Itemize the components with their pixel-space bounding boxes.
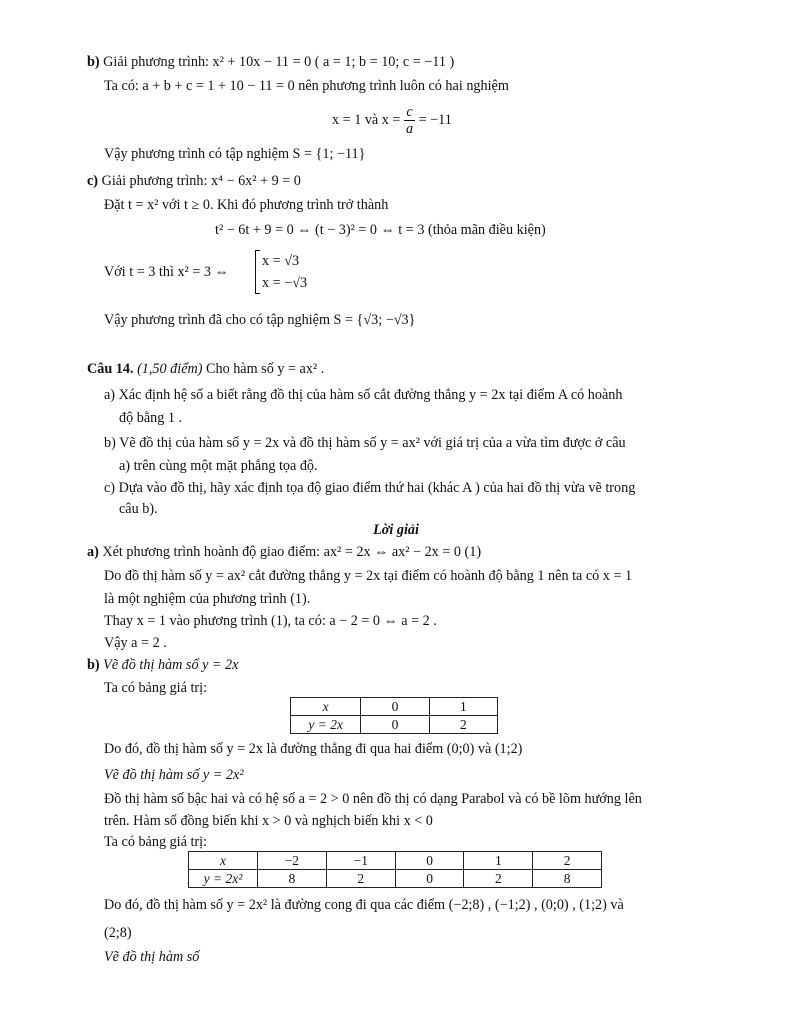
table-cell: 2 bbox=[464, 870, 533, 888]
solution-b-label: b) bbox=[87, 657, 100, 673]
prev-b-roots-right: = −11 bbox=[418, 112, 452, 128]
table-cell: y = 2x bbox=[291, 716, 361, 734]
solution-b-heading-graph: Vẽ đồ thị hàm số bbox=[104, 949, 200, 965]
question-b-line2: a) trên cùng một mặt phẳng tọa độ. bbox=[119, 458, 318, 474]
table-row bbox=[291, 716, 498, 734]
question-14-title bbox=[87, 360, 324, 378]
solution-a-label: a) bbox=[87, 544, 99, 560]
prev-c-conclusion: Vậy phương trình đã cho có tập nghiệm S = {√3; −√3} bbox=[104, 312, 416, 328]
solution-a-equation: Xét phương trình hoành độ giao điểm: ax² = 2x ⇔ ax² − 2x = 0 (1) bbox=[102, 544, 482, 560]
table-cell: 2 bbox=[429, 716, 497, 734]
prev-b-label: b) bbox=[87, 54, 100, 70]
prev-b-fraction bbox=[404, 104, 415, 137]
table-cell: x bbox=[189, 852, 258, 870]
table-row bbox=[291, 698, 498, 716]
solution-b-parabola-result2: (2;8) bbox=[104, 925, 132, 941]
prev-c-equation: Giải phương trình: x⁴ − 6x² + 9 = 0 bbox=[101, 173, 301, 189]
prev-c-label: c) bbox=[87, 173, 99, 189]
prev-b-line1 bbox=[87, 53, 454, 71]
table-cell: 0 bbox=[395, 852, 464, 870]
table-cell: 2 bbox=[326, 870, 395, 888]
prev-c-case1: x = √3 bbox=[262, 253, 300, 269]
table-cell: 0 bbox=[395, 870, 464, 888]
solution-b-line-result: Do đó, đồ thị hàm số y = 2x là đường thẳng đi qua hai điểm (0;0) và (1;2) bbox=[104, 741, 523, 757]
question-b-line1: b) Vẽ đồ thị của hàm số y = 2x và đồ thị hàm số y = ax² với giá trị của a vừa tìm được ở câu bbox=[104, 435, 626, 451]
solution-b-par1: Đồ thị hàm số bậc hai và có hệ số a = 2 > 0 nên đồ thị có dạng Parabol và có bề lõm hướng lên bbox=[104, 791, 642, 807]
solution-b-table2-intro: Ta có bảng giá trị: bbox=[104, 834, 208, 850]
fraction-denominator: a bbox=[405, 121, 414, 138]
prev-b-equation: Giải phương trình: x² + 10x − 11 = 0 ( a = 1; b = 10; c = −11 ) bbox=[103, 54, 455, 70]
prev-c-line2: Đặt t = x² với t ≥ 0. Khi đó phương trình trở thành bbox=[104, 197, 389, 213]
table-cell: −2 bbox=[257, 852, 326, 870]
prev-c-case-bracket bbox=[255, 250, 307, 294]
table-cell: 0 bbox=[361, 716, 429, 734]
prev-b-conclusion: Vậy phương trình có tập nghiệm S = {1; −11} bbox=[104, 146, 366, 162]
solution-b-heading-parabola: Vẽ đồ thị hàm số y = 2x² bbox=[104, 767, 244, 783]
solution-b-heading-linear: Vẽ đồ thị hàm số y = 2x bbox=[103, 657, 239, 673]
table-cell: 1 bbox=[429, 698, 497, 716]
prev-b-roots-left: x = 1 và x = bbox=[332, 112, 401, 128]
solution-a-line5: Vậy a = 2 . bbox=[104, 635, 167, 651]
table-cell: 8 bbox=[533, 870, 602, 888]
table-row bbox=[189, 870, 602, 888]
table-cell: 8 bbox=[257, 870, 326, 888]
solution-b-head1 bbox=[87, 656, 238, 674]
table-cell: 0 bbox=[361, 698, 429, 716]
question-intro: Cho hàm số y = ax² . bbox=[206, 361, 325, 377]
prev-c-line3: t² − 6t + 9 = 0 ⇔ (t − 3)² = 0 ⇔ t = 3 (thỏa mãn điều kiện) bbox=[215, 222, 546, 238]
solution-a-line3: là một nghiệm của phương trình (1). bbox=[104, 591, 311, 607]
table-cell: 2 bbox=[533, 852, 602, 870]
question-c-line1: c) Dựa vào đồ thị, hãy xác định tọa độ giao điểm thứ hai (khác A ) của hai đồ thị vừa vẽ trong bbox=[104, 480, 636, 496]
prev-b-roots bbox=[332, 104, 452, 137]
table-cell: y = 2x² bbox=[189, 870, 258, 888]
value-table-linear bbox=[290, 697, 498, 734]
table-cell: −1 bbox=[326, 852, 395, 870]
prev-c-line1 bbox=[87, 172, 301, 190]
question-c-line2: câu b). bbox=[119, 501, 158, 517]
solution-a-line2: Do đồ thị hàm số y = ax² cắt đường thẳng y = 2x tại điểm có hoành độ bằng 1 nên ta có x = 1 bbox=[104, 568, 633, 584]
prev-b-line2: Ta có: a + b + c = 1 + 10 − 11 = 0 nên phương trình luôn có hai nghiệm bbox=[104, 78, 509, 94]
table-cell: x bbox=[291, 698, 361, 716]
prev-c-case2: x = −√3 bbox=[262, 275, 308, 291]
solution-b-par2: trên. Hàm số đồng biến khi x > 0 và nghịch biến khi x < 0 bbox=[104, 813, 433, 829]
table-row bbox=[189, 852, 602, 870]
question-a-line2: độ bằng 1 . bbox=[119, 410, 183, 426]
solution-a-line4: Thay x = 1 vào phương trình (1), ta có: a − 2 = 0 ⇔ a = 2 . bbox=[104, 613, 437, 629]
question-a-line1: a) Xác định hệ số a biết rằng đồ thị của hàm số cắt đường thẳng y = 2x tại điểm A có hoành bbox=[104, 387, 623, 403]
question-label: Câu 14. bbox=[87, 361, 134, 377]
fraction-numerator: c bbox=[404, 104, 415, 121]
value-table-parabola bbox=[188, 851, 602, 888]
solution-b-table1-intro: Ta có bảng giá trị: bbox=[104, 680, 208, 696]
solution-a-line1 bbox=[87, 543, 481, 561]
solution-b-parabola-result1: Do đó, đồ thị hàm số y = 2x² là đường cong đi qua các điểm (−2;8) , (−1;2) , (0;0) , (1;2) và bbox=[104, 897, 624, 913]
table-cell: 1 bbox=[464, 852, 533, 870]
solution-title: Lời giải bbox=[373, 522, 419, 538]
prev-c-with-t: Với t = 3 thì x² = 3 ⇔ bbox=[104, 264, 229, 280]
question-points: (1,50 điểm) bbox=[137, 361, 203, 377]
